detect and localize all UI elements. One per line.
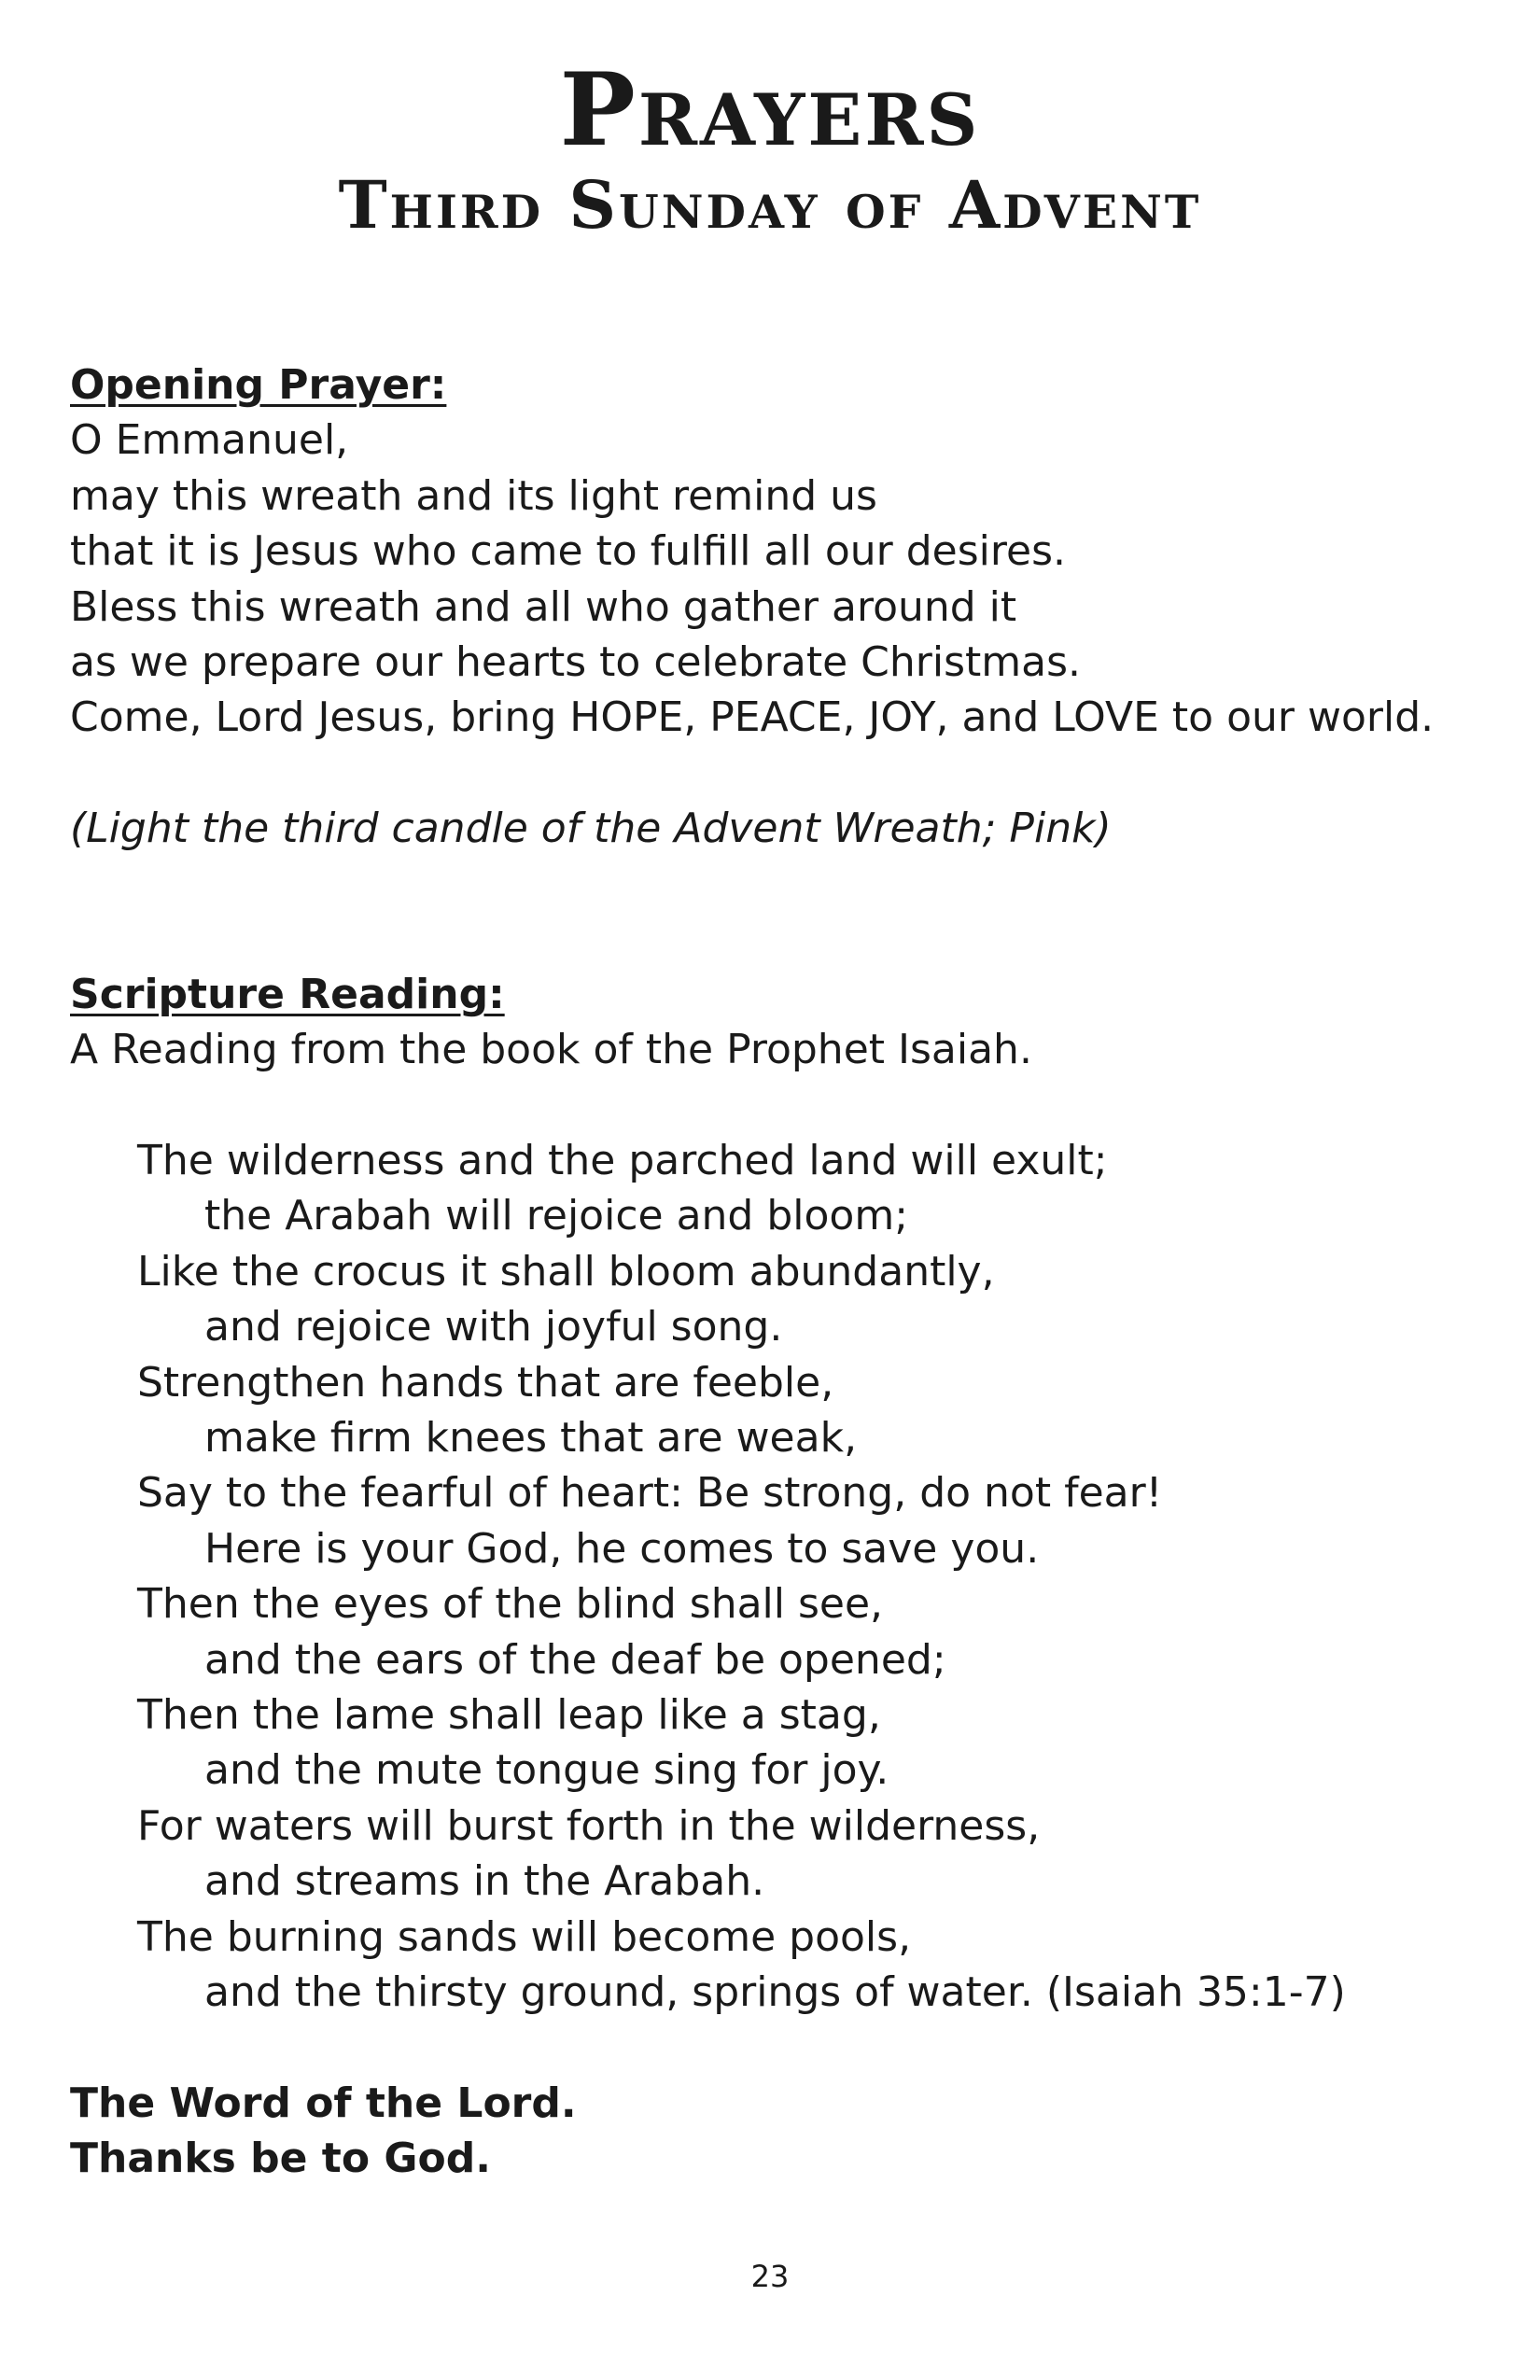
verse-line: and the thirsty ground, springs of water. (Isaiah 35:1-7): [204, 1968, 1346, 2017]
verse-line: Then the lame shall leap like a stag,: [137, 1691, 881, 1740]
prayer-line: O Emmanuel,: [70, 416, 349, 465]
scripture-verses: [70, 1133, 1470, 2021]
opening-prayer-heading: Opening Prayer:: [70, 361, 447, 409]
verse-line: and the mute tongue sing for joy.: [204, 1746, 889, 1795]
scripture-intro: A Reading from the book of the Prophet Isaiah.: [70, 1026, 1032, 1074]
scripture-intro-section: [70, 967, 1470, 1078]
verse-line: the Arabah will rejoice and bloom;: [204, 1192, 909, 1240]
page-title: Prayers: [559, 51, 981, 169]
verse-line: Then the eyes of the blind shall see,: [137, 1580, 884, 1629]
prayer-line: may this wreath and its light remind us: [70, 471, 877, 520]
page-number: 23: [750, 2259, 790, 2294]
verse-line: Strengthen hands that are feeble,: [137, 1358, 834, 1407]
candle-instruction-section: [70, 801, 1470, 856]
verse-line: and streams in the Arabah.: [204, 1857, 765, 1906]
verse-line: The wilderness and the parched land will exult;: [137, 1137, 1108, 1184]
word-of-the-lord: The Word of the Lord.: [70, 2079, 577, 2127]
prayer-line: Come, Lord Jesus, bring HOPE, PEACE, JOY, and LOVE to our world.: [70, 693, 1435, 742]
verse-line: Like the crocus it shall bloom abundantly,: [137, 1247, 995, 1295]
verse-line: make firm knees that are weak,: [204, 1414, 858, 1463]
scripture-heading: Scripture Reading:: [70, 971, 505, 1018]
verse-line: Here is your God, he comes to save you.: [204, 1524, 1040, 1573]
prayer-line: Bless this wreath and all who gather around it: [70, 582, 1017, 631]
candle-instruction: (Light the third candle of the Advent Wreath; Pink): [70, 805, 1112, 852]
verse-line: and rejoice with joyful song.: [204, 1303, 783, 1351]
prayer-line: that it is Jesus who came to fulfill all our desires.: [70, 527, 1066, 576]
closing-response: [70, 2076, 1470, 2187]
verse-line: For waters will burst forth in the wilderness,: [137, 1801, 1041, 1850]
page-subtitle: Third Sunday of Advent: [338, 166, 1202, 244]
thanks-be-to-god: Thanks be to God.: [70, 2135, 491, 2183]
verse-line: The burning sands will become pools,: [137, 1912, 912, 1961]
verse-line: Say to the fearful of heart: Be strong, do not fear!: [137, 1469, 1163, 1518]
prayer-line: as we prepare our hearts to celebrate Christmas.: [70, 638, 1082, 687]
opening-prayer-section: [70, 357, 1470, 746]
verse-line: and the ears of the deaf be opened;: [204, 1635, 946, 1684]
